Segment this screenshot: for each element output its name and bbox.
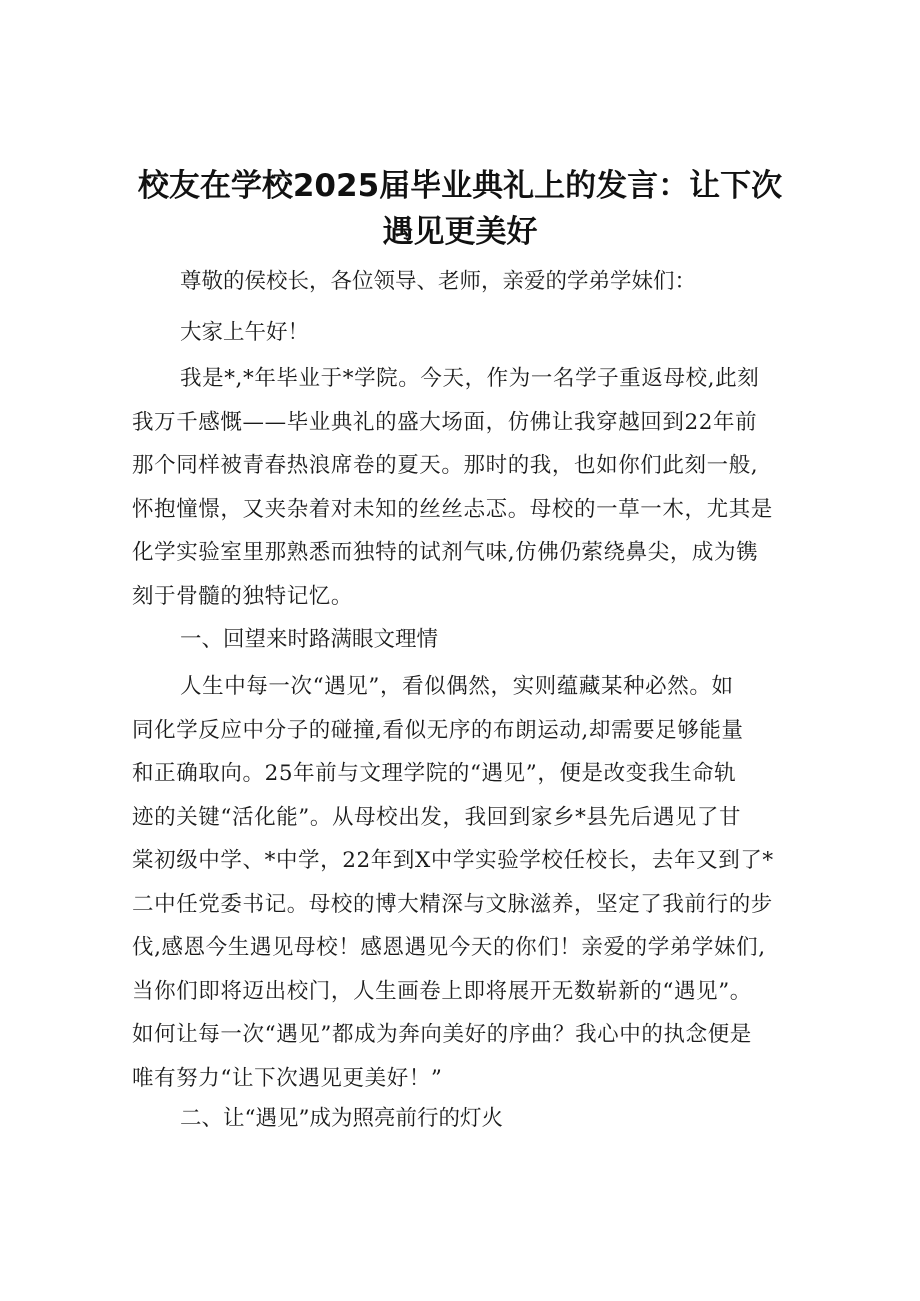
paragraph-line: 二中任党委书记。母校的博大精深与文脉滋养，坚定了我前行的步 <box>132 891 773 917</box>
paragraph-line: 那个同样被青春热浪席卷的夏天。那时的我，也如你们此刻一般, <box>132 453 759 478</box>
paragraph-line: 同化学反应中分子的碰撞,看似无序的布朗运动,却需要足够能量 <box>132 717 744 743</box>
paragraph-line: 化学实验室里那熟悉而独特的试剂气味,仿佛仍萦绕鼻尖，成为镌 <box>132 540 759 565</box>
paragraph-line: 迹的关键“活化能”。从母校出发，我回到家乡*县先后遇见了甘 <box>132 804 742 830</box>
paragraph-encounter <box>132 665 802 1100</box>
paragraph-line: 当你们即将迈出校门，人生画卷上即将展开无数崭新的“遇见”。 <box>132 978 752 1004</box>
paragraph-line: 我万千感慨——毕业典礼的盛大场面，仿佛让我穿越回到22年前 <box>132 409 758 435</box>
salutation: 尊敬的侯校长，各位领导、老师，亲爱的学弟学妹们： <box>180 269 697 294</box>
paragraph-line: 伐,感恩今生遇见母校！感恩遇见今天的你们！亲爱的学弟学妹们, <box>132 935 766 960</box>
section-heading-1: 一、回望来时路满眼文理情 <box>180 627 439 652</box>
paragraph-line: 刻于骨髓的独特记忆。 <box>132 583 354 609</box>
section-heading-2: 二、让“遇见”成为照亮前行的灯火 <box>180 1106 503 1131</box>
document-title <box>120 163 800 255</box>
paragraph-intro <box>132 357 802 618</box>
paragraph-line: 人生中每一次“遇见”，看似偶然，实则蕴藏某种必然。如 <box>180 674 734 699</box>
title-line-2: 遇见更美好 <box>382 214 538 250</box>
paragraph-line: 如何让每一次“遇见”都成为奔向美好的序曲？我心中的执念便是 <box>132 1022 752 1047</box>
paragraph-line: 唯有努力“让下次遇见更美好！” <box>132 1065 443 1091</box>
paragraph-line: 怀抱憧憬，又夹杂着对未知的丝丝忐忑。母校的一草一木，尤其是 <box>132 496 773 522</box>
greeting: 大家上午好！ <box>180 320 310 345</box>
paragraph-line: 棠初级中学、*中学，22年到X中学实验学校任校长，去年又到了* <box>132 848 774 873</box>
title-line-1: 校友在学校2025届毕业典礼上的发言：让下次 <box>137 168 783 204</box>
paragraph-line: 和正确取向。25年前与文理学院的“遇见”，便是改变我生命轨 <box>132 761 737 786</box>
paragraph-line: 我是*,*年毕业于*学院。今天，作为一名学子重返母校,此刻 <box>180 366 760 391</box>
